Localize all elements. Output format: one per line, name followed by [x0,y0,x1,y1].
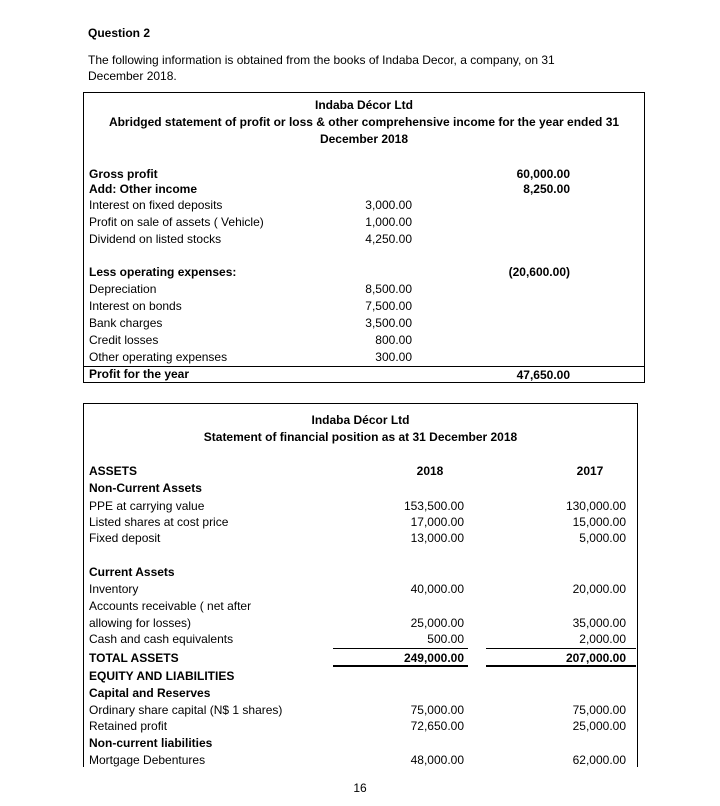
expense-item-amount: 7,500.00 [365,299,412,313]
sfp-company: Indaba Décor Ltd [311,413,410,427]
expense-item-label: Depreciation [89,282,157,296]
sfp-title: Statement of financial position as at 31 December 2018 [203,430,518,444]
page-number: 16 [353,781,367,795]
assets-heading: ASSETS [89,464,138,478]
total-2018-double-rule [333,665,468,667]
other-income-label: Add: Other income [89,182,198,196]
question-intro-line2: December 2018. [88,69,177,83]
question-intro-line1: The following information is obtained from the books of Indaba Decor, a company, on 31 [88,53,555,67]
equity-liabilities-heading: EQUITY AND LIABILITIES [89,669,235,683]
total-2018-rule [333,648,468,649]
asset-row-2017: 15,000.00 [572,515,626,529]
receivables-label-line2: allowing for losses) [89,616,192,630]
expense-item-label: Bank charges [89,316,163,330]
sfp-top-border [83,403,638,404]
income-item-label: Profit on sale of assets ( Vehicle) [89,215,264,229]
asset-row-2017: 130,000.00 [565,499,626,513]
mortgage-2018: 48,000.00 [410,753,464,767]
income-title-line2: December 2018 [319,132,409,146]
total-2017-double-rule [486,665,636,667]
total-assets-label: TOTAL ASSETS [89,651,179,665]
total-assets-2018: 249,000.00 [403,651,464,665]
asset-row-2018: 13,000.00 [410,531,464,545]
expense-item-amount: 300.00 [375,350,412,364]
asset-row-2017: 5,000.00 [579,531,626,545]
capital-row-2017: 75,000.00 [572,703,626,717]
expense-item-amount: 8,500.00 [365,282,412,296]
expense-item-label: Credit losses [89,333,159,347]
receivables-label-line1: Accounts receivable ( net after [89,599,252,613]
gross-profit-total: 60,000.00 [516,167,570,181]
asset-row-label: PPE at carrying value [89,499,205,513]
mortgage-label: Mortgage Debentures [89,753,206,767]
income-item-amount: 4,250.00 [365,232,412,246]
sfp-left-border [83,403,84,767]
expense-item-amount: 800.00 [375,333,412,347]
other-income-total: 8,250.00 [523,182,570,196]
gross-profit-label: Gross profit [89,167,158,181]
non-current-assets-heading: Non-Current Assets [89,481,202,495]
mortgage-2017: 62,000.00 [572,753,626,767]
income-title-line1: Abridged statement of profit or loss & other comprehensive income for the year ended 31 [108,115,620,129]
expense-item-label: Interest on bonds [89,299,182,313]
income-item-amount: 3,000.00 [365,198,412,212]
column-2018-header: 2018 [416,464,444,478]
cash-2018: 500.00 [427,632,464,646]
expenses-total: (20,600.00) [508,265,570,279]
inventory-2017: 20,000.00 [572,582,626,596]
inventory-label: Inventory [89,582,139,596]
capital-row-2018: 72,650.00 [410,719,464,733]
profit-label: Profit for the year [89,367,190,381]
sfp-right-border [637,403,638,767]
asset-row-2018: 153,500.00 [403,499,464,513]
current-assets-heading: Current Assets [89,565,175,579]
capital-row-2017: 25,000.00 [572,719,626,733]
asset-row-label: Fixed deposit [89,531,161,545]
expenses-label: Less operating expenses: [89,265,237,279]
income-item-amount: 1,000.00 [365,215,412,229]
asset-row-2018: 17,000.00 [410,515,464,529]
income-item-label: Dividend on listed stocks [89,232,222,246]
inventory-2018: 40,000.00 [410,582,464,596]
income-statement-box [83,92,645,383]
capital-reserves-heading: Capital and Reserves [89,686,211,700]
profit-total: 47,650.00 [516,368,570,382]
capital-row-label: Ordinary share capital (N$ 1 shares) [89,703,283,717]
cash-2017: 2,000.00 [579,632,626,646]
non-current-liabilities-heading: Non-current liabilities [89,736,213,750]
capital-row-2018: 75,000.00 [410,703,464,717]
cash-label: Cash and cash equivalents [89,632,234,646]
total-assets-2017: 207,000.00 [565,651,626,665]
expense-item-amount: 3,500.00 [365,316,412,330]
income-item-label: Interest on fixed deposits [89,198,223,212]
expense-item-label: Other operating expenses [89,350,228,364]
question-title: Question 2 [88,26,151,40]
column-2017-header: 2017 [576,464,604,478]
capital-row-label: Retained profit [89,719,168,733]
income-company: Indaba Décor Ltd [314,98,413,112]
total-2017-rule [486,648,636,649]
asset-row-label: Listed shares at cost price [89,515,229,529]
receivables-2017: 35,000.00 [572,616,626,630]
receivables-2018: 25,000.00 [410,616,464,630]
